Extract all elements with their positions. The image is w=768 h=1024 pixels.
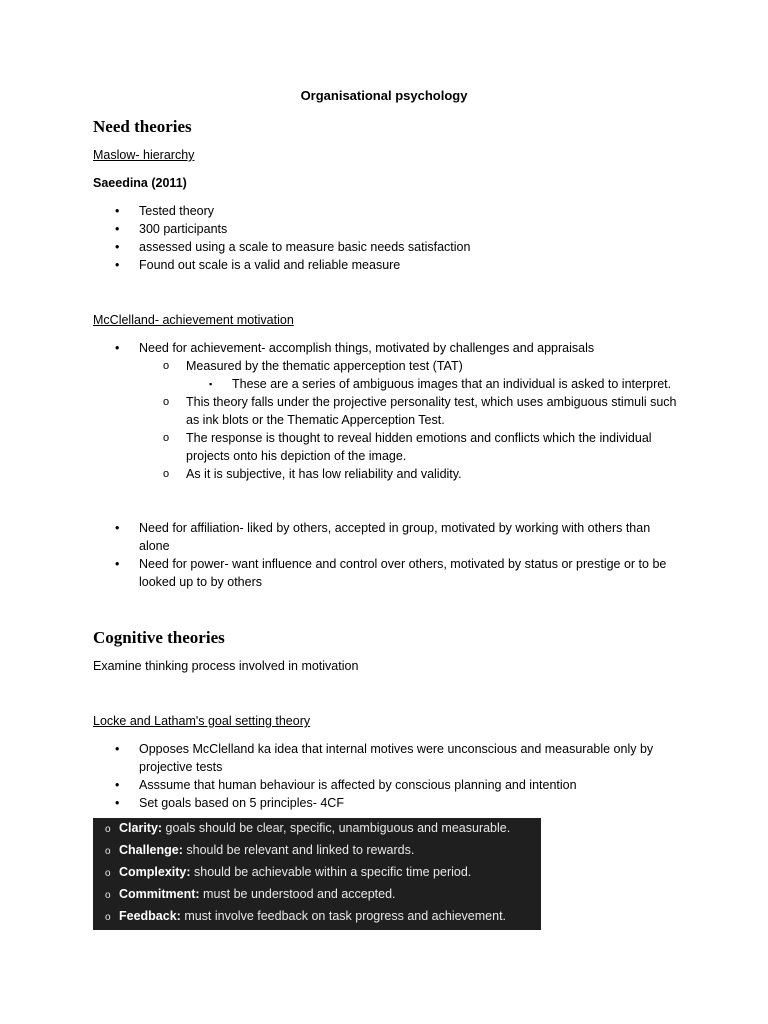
list-item: • Tested theory	[115, 204, 215, 218]
circle-bullet-icon: o	[105, 824, 111, 835]
list-item: • Asssume that human behaviour is affected by conscious planning and intention	[115, 778, 577, 792]
circle-bullet-icon: o	[163, 432, 170, 444]
list-item: • Need for power- want influence and control over others, motivated by status or prestige or to be looked up to by others	[115, 557, 667, 589]
circle-bullet-icon: o	[105, 890, 111, 901]
bullet-icon: •	[115, 204, 120, 218]
principle-item: o Clarity: goals should be clear, specific, unambiguous and measurable.	[105, 821, 511, 835]
principle-item: o Feedback: must involve feedback on task progress and achievement.	[105, 909, 507, 923]
list-item: • Found out scale is a valid and reliable measure	[115, 258, 401, 272]
subheading-mcclelland: McClelland- achievement motivation	[93, 313, 294, 327]
circle-bullet-icon: o	[163, 468, 170, 480]
list-item: o This theory falls under the projective personality test, which uses ambiguous stimuli such as ink blots or the Thematic Apperception Test.	[163, 395, 677, 427]
circle-bullet-icon: o	[163, 360, 170, 372]
subheading-maslow: Maslow- hierarchy	[93, 148, 195, 162]
square-bullet-icon: ▪	[209, 379, 213, 389]
circle-bullet-icon: o	[105, 868, 111, 879]
circle-bullet-icon: o	[105, 846, 111, 857]
principle-item: o Challenge: should be relevant and linked to rewards.	[105, 843, 415, 857]
list-item: • Set goals based on 5 principles- 4CF	[115, 796, 344, 810]
cognitive-intro: Examine thinking process involved in motivation	[93, 659, 359, 673]
bullet-icon: •	[115, 222, 120, 236]
bullet-icon: •	[115, 742, 120, 756]
bullet-icon: •	[115, 796, 120, 810]
heading-need-theories: Need theories	[93, 117, 192, 136]
heading-cognitive-theories: Cognitive theories	[93, 628, 225, 647]
circle-bullet-icon: o	[163, 396, 170, 408]
mcclelland-bullet-list	[93, 339, 682, 483]
list-item: • assessed using a scale to measure basic needs satisfaction	[115, 240, 471, 254]
principle-item: o Complexity: should be achievable within a specific time period.	[105, 865, 472, 879]
bullet-icon: •	[115, 258, 120, 272]
needs-bullet-list	[93, 519, 679, 591]
circle-bullet-icon: o	[105, 912, 111, 923]
list-item: o Measured by the thematic apperception test (TAT)	[163, 359, 463, 373]
bullet-icon: •	[115, 341, 120, 355]
list-item: o As it is subjective, it has low reliability and validity.	[163, 467, 462, 481]
list-item: • 300 participants	[115, 222, 228, 236]
locke-bullet-list	[93, 740, 679, 812]
bullet-icon: •	[115, 778, 120, 792]
list-item: ▪ These are a series of ambiguous images that an individual is asked to interpret.	[209, 377, 672, 391]
document-title: Organisational psychology	[300, 88, 468, 103]
list-item: o The response is thought to reveal hidden emotions and conflicts which the individual projects onto his depiction of the image.	[163, 431, 652, 463]
principles-image	[93, 818, 541, 930]
list-item: • Need for achievement- accomplish things, motivated by challenges and appraisals	[115, 341, 595, 355]
bullet-icon: •	[115, 240, 120, 254]
maslow-bullet-list	[93, 202, 679, 274]
study-citation: Saeedina (2011)	[93, 176, 187, 190]
subheading-locke-latham: Locke and Latham's goal setting theory	[93, 714, 311, 728]
bullet-icon: •	[115, 521, 120, 535]
principle-item: o Commitment: must be understood and accepted.	[105, 887, 396, 901]
list-item: • Need for affiliation- liked by others, accepted in group, motivated by working with others than alone	[115, 521, 651, 553]
bullet-icon: •	[115, 557, 120, 571]
list-item: • Opposes McClelland ka idea that internal motives were unconscious and measurable only by projective tests	[115, 742, 654, 774]
